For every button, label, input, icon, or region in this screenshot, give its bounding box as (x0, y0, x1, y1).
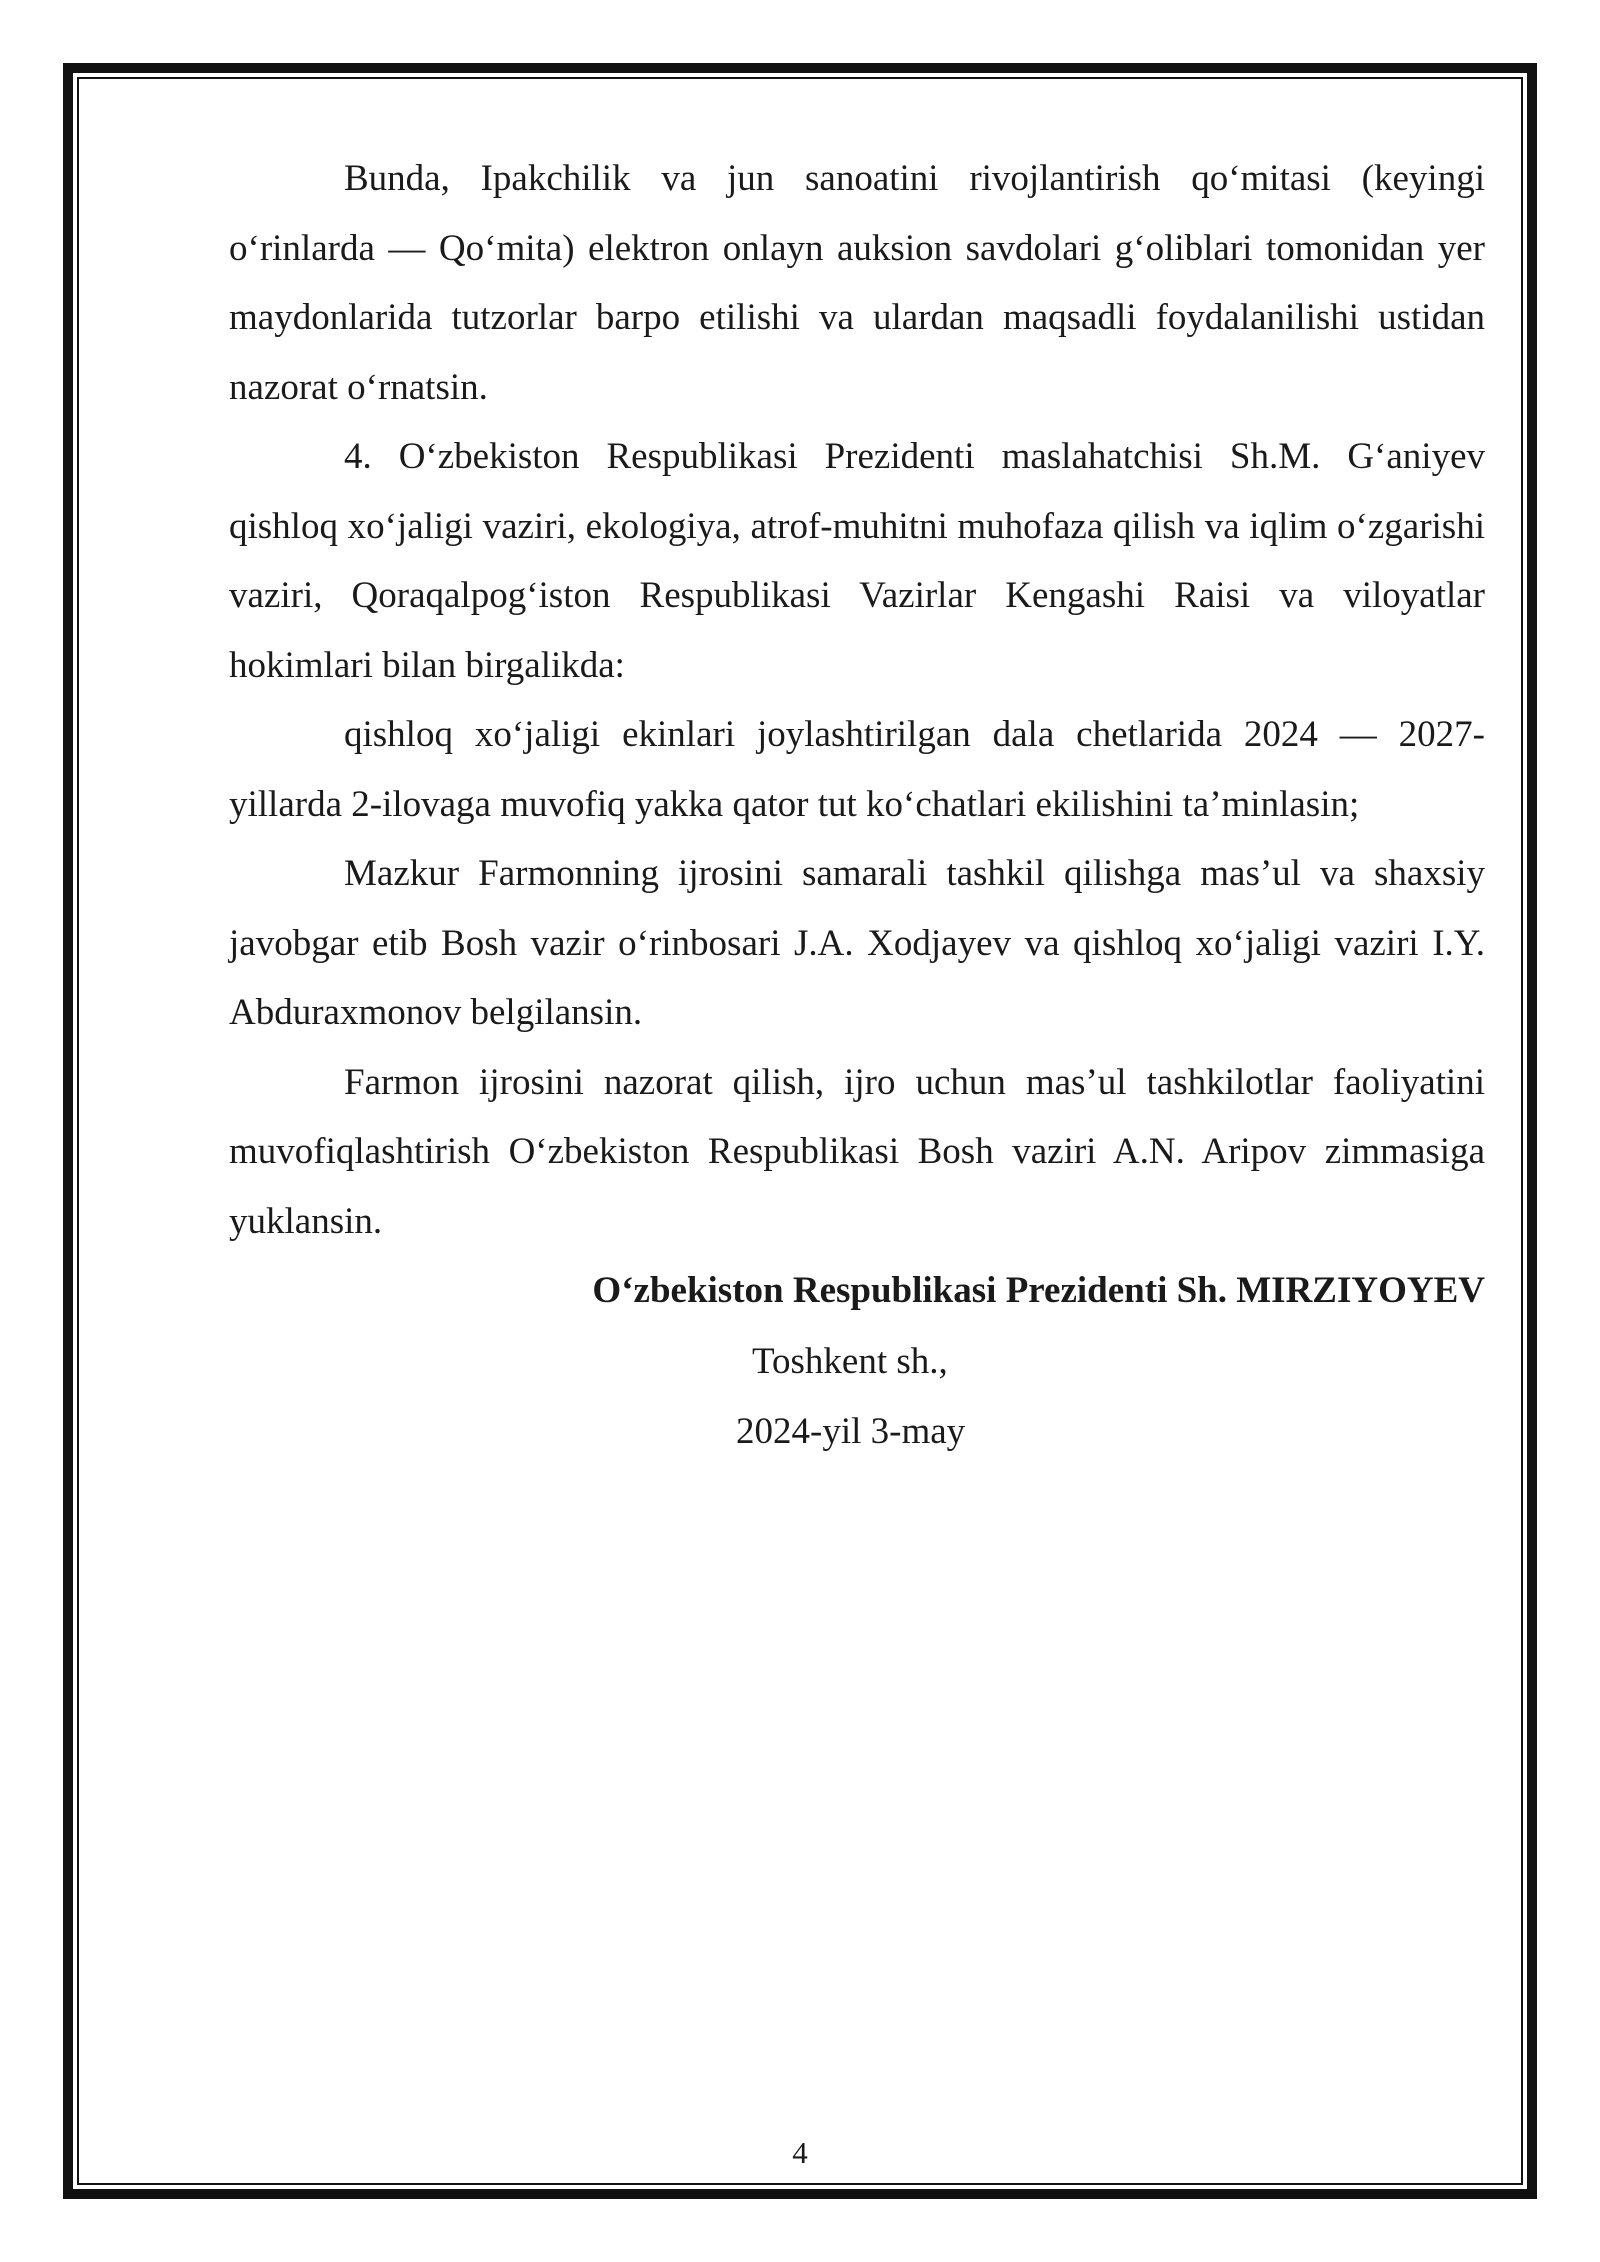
signing-date: 2024-yil 3-may (736, 1411, 966, 1452)
document-body (229, 144, 1485, 1326)
paragraph-control: Bunda, Ipakchilik va jun sanoatini rivojlantirish qo‘mitasi (keyingi o‘rinlarda — Qo‘mita) elektron onlayn auksion savdolari g‘oliblari tomonidan yer maydonlarida tutzorlar barpo etilishi va ulardan maqsadli foydalanilishi ustidan nazorat o‘rnatsin. (229, 158, 1485, 408)
signature-line: O‘zbekiston Respublikasi Prezidenti Sh. MIRZIYOYEV (592, 1270, 1485, 1311)
page-number: 4 (792, 2135, 808, 2170)
paragraph-responsibility: Mazkur Farmonning ijrosini samarali tashkil qilishga mas’ul va shaxsiy javobgar etib Bosh vazir o‘rinbosari J.A. Xodjayev va qishloq xo‘jaligi vaziri I.Y. Abduraxmonov belgilansin. (229, 853, 1485, 1033)
paragraph-item-4: 4. O‘zbekiston Respublikasi Prezidenti maslahatchisi Sh.M. G‘aniyev qishloq xo‘jaligi vaziri, ekologiya, atrof-muhitni muhofaza qilish va iqlim o‘zgarishi vaziri, Qoraqalpog‘iston Respublikasi Vazirlar Kengashi Raisi va viloyatlar hokimlari bilan birgalikda: (229, 436, 1485, 686)
paragraph-mulberry-planting: qishloq xo‘jaligi ekinlari joylashtirilgan dala chetlarida 2024 — 2027-yillarda 2-ilovaga muvofiq yakka qator tut ko‘chatlari ekilishini ta’minlasin; (229, 714, 1485, 825)
signing-place: Toshkent sh., (752, 1341, 948, 1382)
paragraph-oversight: Farmon ijrosini nazorat qilish, ijro uchun mas’ul tashkilotlar faoliyatini muvofiqlashtirish O‘zbekiston Respublikasi Bosh vaziri A.N. Aripov zimmasiga yuklansin. (229, 1061, 1485, 1242)
